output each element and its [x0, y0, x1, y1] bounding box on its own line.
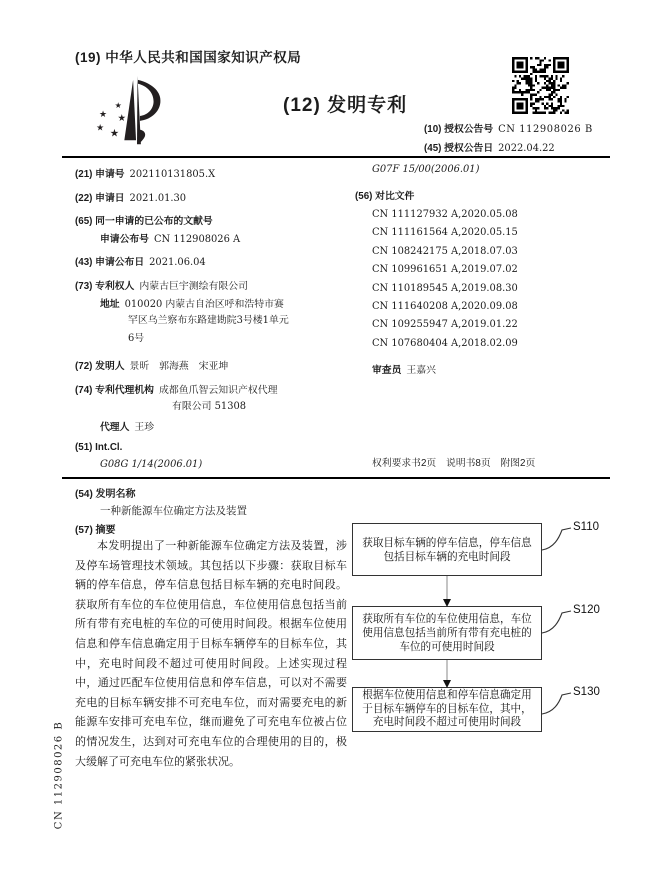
logo-star-icon: ★: [96, 122, 104, 133]
flow-step-box-s120: 获取所有车位的车位使用信息，车位使用信息包括当前所有带有充电桩的车位的可使用时间段: [352, 606, 542, 660]
abstract-label: (57) 摘要: [75, 525, 116, 536]
cited-document: CN 110189545 A,2019.08.30: [372, 282, 518, 294]
field-examiner: [372, 360, 436, 378]
same-application-label: (65) 同一申请的已公布的文献号: [75, 216, 213, 227]
application-number-value: 202110131805.X: [129, 169, 216, 180]
logo-star-icon: ★: [109, 127, 120, 140]
field-agency: [75, 380, 277, 398]
cited-document: CN 107680404 A,2018.02.09: [372, 337, 518, 349]
cited-document: CN 111640208 A,2020.09.08: [372, 301, 518, 313]
cnipa-logo: [93, 76, 181, 152]
abstract-text: 本发明提出了一种新能源车位确定方法及装置，涉及停车场管理技术领域。其包括以下步骤：获取目标车辆的停车信息，停车信息包括目标车辆的充电时间段。获取所有车位的车位使用信息，车位使用信息包括当前所有带有充电桩的车位的可使用时间段。根据车位使用信息和停车信息确定用于目标车辆停车的目标车位，其中，充电时间段不超过可使用时间段。上述实现过程中，通过匹配车位使用信息和停车信息，可以对不需要充电的目标车辆安排不可充电车位，而对需要充电的新能源车安排可充电车位，继而避免了可充电车位被占位的情况发生，达到对可充电车位的合理使用的目的，极大缓解了可充电车位的紧张状况。: [75, 540, 347, 768]
agency-label: (74) 专利代理机构: [75, 385, 154, 396]
field-agent: [100, 417, 154, 435]
field-publication-date: [75, 252, 206, 270]
intcl-class-1: G08G 1/14(2006.01): [100, 459, 203, 470]
inventors-value: 景昕 郭海燕 宋亚坤: [129, 361, 229, 372]
logo-bowl: [138, 80, 160, 121]
divider-top: [62, 156, 610, 158]
qr-code: [512, 57, 569, 114]
pages-info: 权利要求书2页 说明书8页 附图2页: [372, 458, 536, 469]
publication-number-value: CN 112908026 A: [153, 234, 241, 245]
flow-step-box-s130: 根据车位使用信息和停车信息确定用于目标车辆停车的目标车位，其中，充电时间段不超过可使用时间段: [352, 687, 542, 732]
address-label: 地址: [100, 299, 120, 310]
logo-star-icon: ★: [117, 112, 127, 124]
field-application-date: [75, 188, 186, 206]
agency-line1: 成都鱼爪智云知识产权代理: [158, 385, 278, 396]
logo-foot: [138, 130, 145, 144]
logo-star-icon: ★: [114, 101, 122, 111]
address-line2: 罕区乌兰察布东路建勘院3号楼1单元: [128, 315, 289, 326]
application-number-label: (21) 申请号: [75, 169, 125, 180]
grant-date-row: [424, 140, 555, 154]
cited-document: CN 109255947 A,2019.01.22: [372, 319, 518, 331]
grant-date-label: (45) 授权公告日: [424, 143, 494, 154]
grant-date-value: 2022.04.22: [498, 143, 555, 154]
field-publication-number: [100, 229, 240, 247]
flow-label-connector: [542, 693, 571, 714]
logo-star-icon: ★: [99, 108, 107, 119]
agency-line2: 有限公司 51308: [172, 401, 247, 412]
flow-step-label-s130: S130: [573, 686, 600, 698]
grant-number-row: [424, 121, 593, 135]
flow-step-label-s120: S120: [573, 604, 600, 616]
divider-middle: [62, 477, 610, 479]
cited-documents-list: [372, 206, 518, 353]
cited-documents-label: (56) 对比文件: [355, 191, 415, 202]
patentee-value: 内蒙古巨宇测绘有限公司: [139, 281, 248, 292]
intcl-class-2: G07F 15/00(2006.01): [372, 164, 480, 175]
invention-title-label: (54) 发明名称: [75, 489, 136, 500]
cited-document: CN 108242175 A,2018.07.03: [372, 245, 518, 257]
agent-label: 代理人: [100, 422, 130, 433]
flow-label-connector: [542, 528, 571, 550]
address-line1: 010020 内蒙古自治区呼和浩特市赛: [124, 299, 284, 310]
office-name: (19) 中华人民共和国国家知识产权局: [75, 50, 302, 65]
application-date-label: (22) 申请日: [75, 193, 125, 204]
field-application-number: [75, 164, 215, 182]
inventors-label: (72) 发明人: [75, 361, 125, 372]
publication-number-label: 申请公布号: [100, 234, 149, 245]
field-patentee: [75, 276, 248, 294]
grant-number-label: (10) 授权公告号: [424, 124, 494, 135]
agent-value: 王珍: [134, 422, 155, 433]
examiner-label: 审查员: [372, 365, 402, 376]
publication-date-value: 2021.06.04: [149, 257, 206, 268]
examiner-value: 王嘉兴: [406, 365, 437, 376]
patentee-label: (73) 专利权人: [75, 281, 135, 292]
grant-number-value: CN 112908026 B: [498, 124, 593, 135]
cited-document: CN 111161564 A,2020.05.15: [372, 227, 518, 239]
doc-kind-title: (12) 发明专利: [283, 95, 408, 116]
field-address: [100, 294, 284, 312]
flow-step-box-s110: 获取目标车辆的停车信息，停车信息包括目标车辆的充电时间段: [352, 523, 542, 576]
publication-date-label: (43) 申请公布日: [75, 257, 145, 268]
logo-spire: [124, 80, 136, 140]
side-document-code: CN 112908026 B: [53, 720, 65, 830]
invention-title: 一种新能源车位确定方法及装置: [100, 505, 247, 517]
cited-document: CN 109961651 A,2019.07.02: [372, 264, 518, 276]
intcl-label: (51) Int.Cl.: [75, 442, 123, 453]
application-date-value: 2021.01.30: [129, 193, 187, 204]
flow-step-label-s110: S110: [573, 521, 600, 533]
address-line3: 6号: [128, 333, 145, 344]
field-same-application: [75, 211, 213, 229]
flow-label-connector: [542, 611, 571, 633]
field-inventors: [75, 356, 228, 374]
cited-document: CN 111127932 A,2020.05.08: [372, 209, 518, 220]
